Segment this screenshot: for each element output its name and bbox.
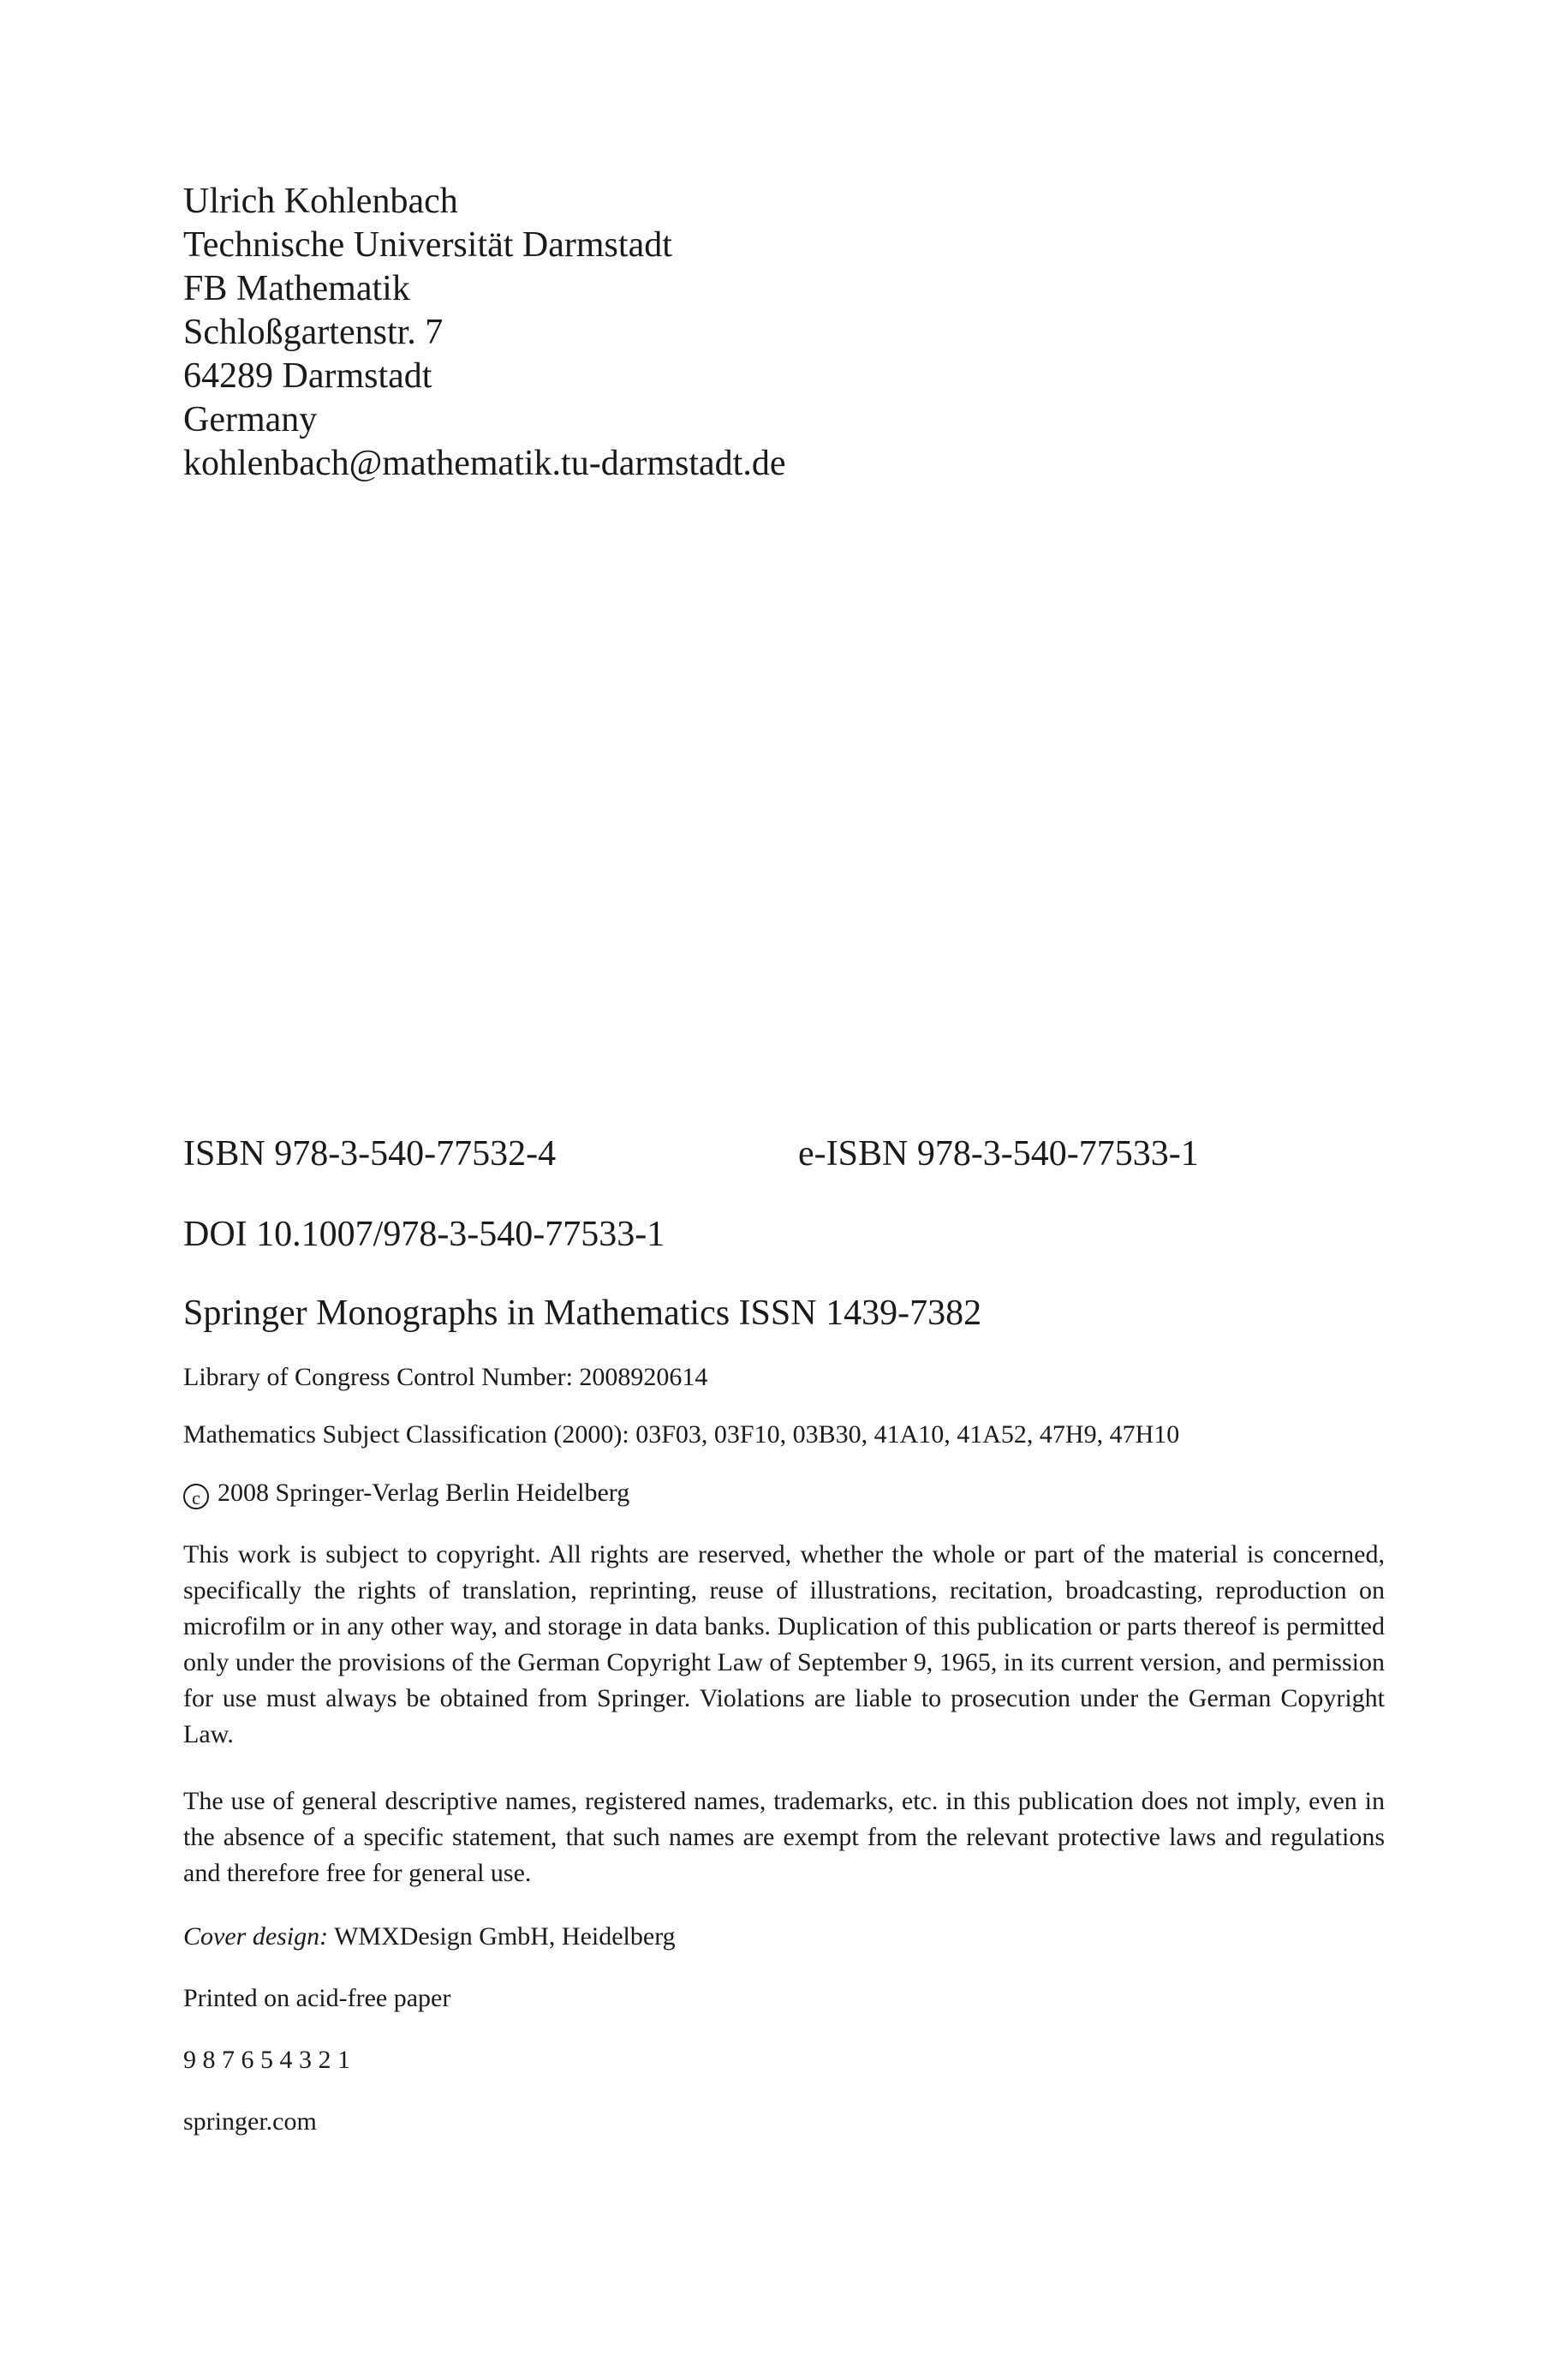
isbn: ISBN 978-3-540-77532-4 — [183, 1134, 557, 1174]
copyright-icon: c — [183, 1484, 209, 1509]
copyright-text: 2008 Springer-Verlag Berlin Heidelberg — [218, 1479, 630, 1507]
eisbn: e-ISBN 978-3-540-77533-1 — [798, 1134, 1199, 1174]
trademark-notice: The use of general descriptive names, registered names, trademarks, etc. in this publication does not imply, even in the absence of a specific statement, that such names are exempt from the relevant protective laws and regulations and therefore free for general use. — [183, 1787, 1385, 1887]
print-line: 9 8 7 6 5 4 3 2 1 — [183, 2046, 350, 2074]
copyright-line — [183, 1475, 629, 1511]
author-street: Schloßgartenstr. 7 — [183, 313, 444, 352]
author-city: 64289 Darmstadt — [183, 356, 432, 396]
cover-design-value: WMXDesign GmbH, Heidelberg — [334, 1922, 676, 1951]
author-department: FB Mathematik — [183, 269, 410, 308]
lccn: Library of Congress Control Number: 2008920614 — [183, 1363, 708, 1391]
doi: DOI 10.1007/978-3-540-77533-1 — [183, 1215, 665, 1254]
series-issn: Springer Monographs in Mathematics ISSN 1439-7382 — [183, 1294, 982, 1333]
website-link[interactable]: springer.com — [183, 2107, 317, 2136]
author-address — [183, 180, 785, 486]
author-institution: Technische Universität Darmstadt — [183, 225, 672, 265]
msc-classification: Mathematics Subject Classification (2000): 03F03, 03F10, 03B30, 41A10, 41A52, 47H9, 47H10 — [183, 1420, 1180, 1449]
copyright-notice: This work is subject to copyright. All rights are reserved, whether the whole or part of the material is concerned, specifically the rights of translation, reprinting, reuse of illustrations, recitation, broadcasting, reproduction on microfilm or in any other way, and storage in data banks. Duplication of this publication or parts thereof is permitted only under the provisions of the German Copyright Law of September 9, 1965, in its current version, and permission for use must always be obtained from Springer. Violations are liable to prosecution under the German Copyright Law. — [183, 1540, 1385, 1748]
author-name: Ulrich Kohlenbach — [183, 182, 458, 221]
author-email: kohlenbach@mathematik.tu-darmstadt.de — [183, 444, 786, 483]
printed-note: Printed on acid-free paper — [183, 1984, 451, 2012]
author-country: Germany — [183, 400, 318, 439]
cover-design-label: Cover design: — [183, 1922, 329, 1951]
cover-design — [183, 1919, 676, 1955]
